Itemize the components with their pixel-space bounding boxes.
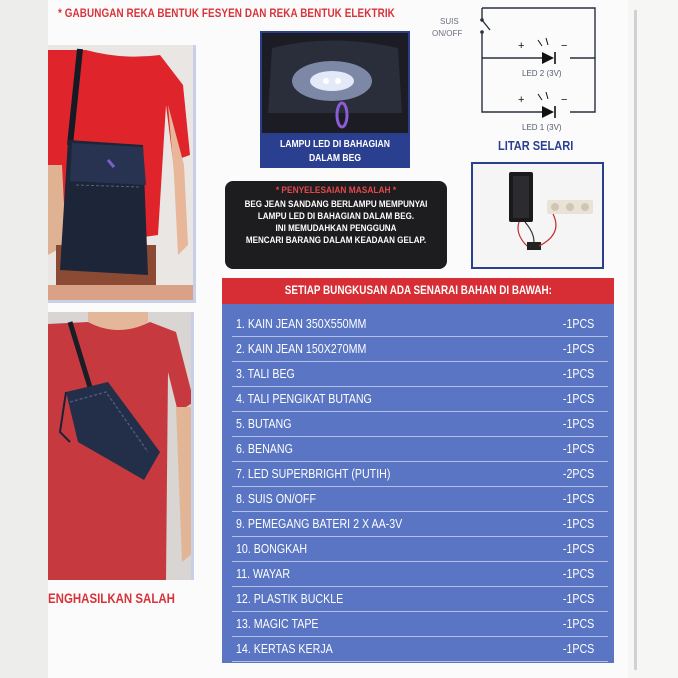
svg-text:+: +	[518, 40, 525, 52]
item-name: 11. WAYAR	[236, 566, 291, 581]
item-qty: -1PCS	[562, 341, 594, 356]
materials-list	[222, 312, 614, 662]
item-name: 3. TALI BEG	[236, 366, 295, 381]
problem-line: MENCARI BARANG DALAM KEADAAN GELAP.	[245, 235, 427, 246]
svg-text:−: −	[561, 40, 568, 52]
problem-solution-box	[225, 181, 447, 269]
svg-text:+: +	[518, 94, 525, 106]
item-qty: -1PCS	[562, 491, 594, 506]
switch-label-1: SUIS	[440, 17, 459, 26]
item-qty: -1PCS	[562, 366, 594, 381]
item-qty: -1PCS	[562, 416, 594, 431]
item-qty: -1PCS	[562, 616, 594, 631]
page-title: * GABUNGAN REKA BENTUK FESYEN DAN REKA BENTUK ELEKTRIK	[58, 8, 395, 20]
item-name: 14. KERTAS KERJA	[236, 641, 333, 656]
problem-line: LAMPU LED DI BAHAGIAN DALAM BEG.	[257, 211, 415, 222]
item-qty: -2PCS	[562, 466, 594, 481]
bag-caption-line-1: LAMPU LED DI BAHAGIAN	[280, 139, 390, 150]
item-name: 10. BONGKAH	[236, 541, 308, 556]
led-1-icon	[518, 92, 567, 118]
svg-text:−: −	[561, 94, 568, 106]
list-item	[232, 412, 608, 437]
bag-interior-photo	[260, 31, 410, 135]
led-2-label: LED 2 (3V)	[522, 69, 562, 78]
led-1-label: LED 1 (3V)	[522, 123, 562, 132]
item-qty: -1PCS	[562, 566, 594, 581]
list-item	[232, 487, 608, 512]
materials-header	[222, 278, 614, 304]
item-qty: -1PCS	[562, 541, 594, 556]
list-item	[232, 612, 608, 637]
circuit-title: LITAR SELARI	[498, 138, 574, 153]
item-qty: -1PCS	[562, 441, 594, 456]
right-margin	[628, 0, 678, 678]
list-item	[232, 537, 608, 562]
item-name: 2. KAIN JEAN 150X270MM	[236, 341, 367, 356]
materials-list-panel	[222, 278, 614, 663]
photo-caption: ENGHASILKAN SALAH	[48, 590, 175, 606]
item-name: 9. PEMEGANG BATERI 2 X AA-3V	[236, 516, 403, 531]
battery-holder-photo	[471, 162, 604, 269]
list-item	[232, 437, 608, 462]
list-item	[232, 337, 608, 362]
item-qty: -1PCS	[562, 316, 594, 331]
left-margin	[0, 0, 48, 678]
list-item	[232, 362, 608, 387]
item-name: 8. SUIS ON/OFF	[236, 491, 316, 506]
problem-title: * PENYELESAIAN MASALAH *	[275, 185, 397, 196]
list-item	[232, 462, 608, 487]
materials-header-text: SETIAP BUNGKUSAN ADA SENARAI BAHAN DI BAWAH:	[284, 285, 552, 297]
problem-line: INI MEMUDAHKAN PENGGUNA	[275, 223, 397, 234]
item-name: 4. TALI PENGIKAT BUTANG	[236, 391, 372, 406]
list-item	[232, 587, 608, 612]
item-name: 12. PLASTIK BUCKLE	[236, 591, 344, 606]
model-photo-crossbody	[48, 312, 194, 580]
list-item	[232, 312, 608, 337]
item-name: 1. KAIN JEAN 350X550MM	[236, 316, 367, 331]
item-name: 13. MAGIC TAPE	[236, 616, 319, 631]
model-photo-front	[48, 45, 196, 303]
list-item	[232, 637, 608, 662]
switch-label-2: ON/OFF	[432, 29, 463, 38]
item-qty: -1PCS	[562, 641, 594, 656]
list-item	[232, 387, 608, 412]
led-2-icon	[518, 38, 567, 64]
parallel-circuit-diagram	[430, 0, 630, 140]
bag-caption-line-2: DALAM BEG	[308, 153, 362, 164]
switch-icon	[482, 20, 490, 30]
list-item	[232, 562, 608, 587]
problem-text	[225, 199, 447, 247]
item-qty: -1PCS	[562, 591, 594, 606]
item-name: 7. LED SUPERBRIGHT (PUTIH)	[236, 466, 391, 481]
bag-photo-caption	[260, 135, 410, 168]
problem-line: BEG JEAN SANDANG BERLAMPU MEMPUNYAI	[244, 199, 428, 210]
item-name: 5. BUTANG	[236, 416, 292, 431]
item-qty: -1PCS	[562, 391, 594, 406]
list-item	[232, 512, 608, 537]
item-qty: -1PCS	[562, 516, 594, 531]
item-name: 6. BENANG	[236, 441, 293, 456]
